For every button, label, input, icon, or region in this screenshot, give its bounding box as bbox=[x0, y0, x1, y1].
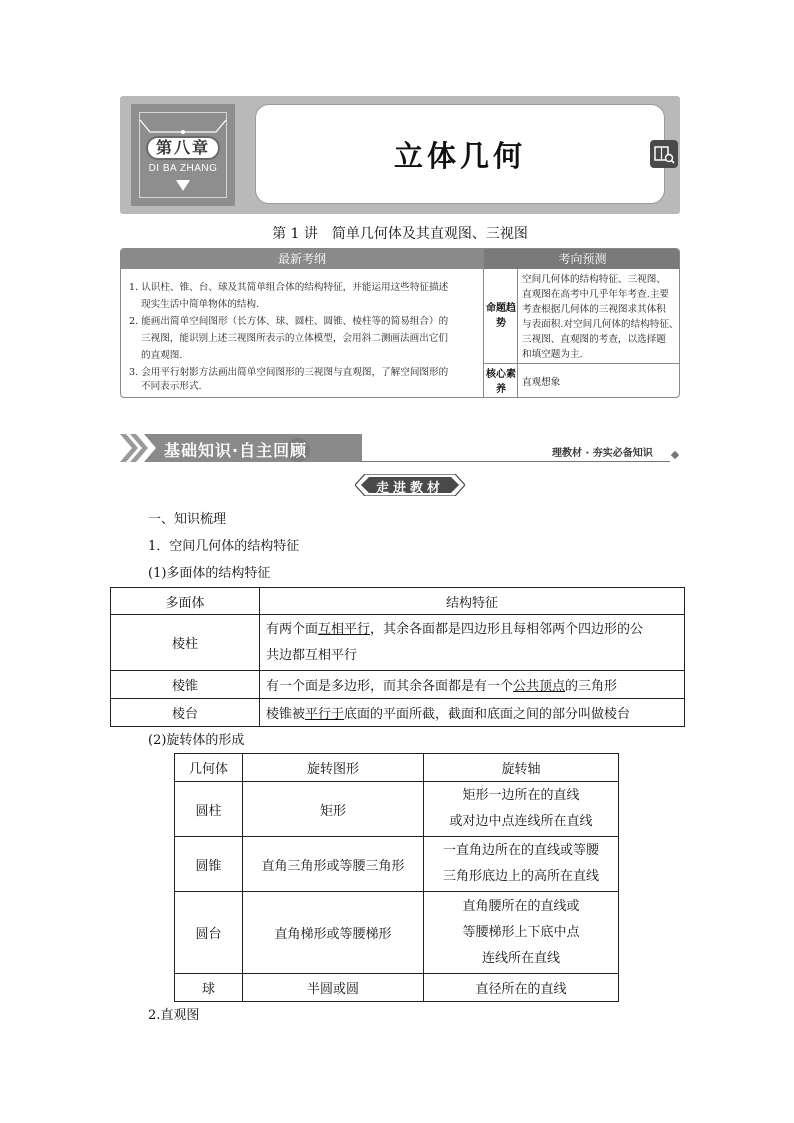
trend-line: 与表面积.对空间几何体的结构特征、 bbox=[522, 319, 679, 330]
chapter-number: 第八章 bbox=[146, 136, 220, 160]
chapter-pinyin: DI BA ZHANG bbox=[148, 163, 218, 174]
solid-name: 球 bbox=[175, 974, 243, 1002]
outline-line: 三视图，能识别上述三视图所表示的立体模型，会用斜二测画法画出它们 bbox=[141, 333, 448, 344]
section-subtitle: 理教材 · 夯实必备知识 bbox=[552, 448, 653, 459]
core-label: 核心素养 bbox=[486, 369, 516, 395]
poly-name: 棱柱 bbox=[111, 615, 260, 671]
book-search-icon[interactable] bbox=[650, 140, 678, 168]
outline-line: 1. 认识柱、锥、台、球及其简单组合体的结构特征，并能运用这些特征描述 bbox=[129, 282, 449, 293]
outline-header: 最新考纲 bbox=[121, 249, 483, 269]
rotating-shape: 直角三角形或等腰三角形 bbox=[243, 837, 424, 892]
heading-intuitive-graph: 2.直观图 bbox=[148, 1008, 200, 1023]
rotation-axis: 一直角边所在的直线或等腰 三角形底边上的高所在直线 bbox=[424, 837, 619, 892]
rotating-shape: 半圆或圆 bbox=[243, 974, 424, 1002]
table-row bbox=[175, 837, 619, 892]
trend-line: 直观图在高考中几乎年年考查.主要 bbox=[522, 289, 669, 300]
heading-rotation: (2)旋转体的形成 bbox=[148, 733, 245, 748]
solid-name: 圆柱 bbox=[175, 782, 243, 837]
trend-line: 三视图、直观图的考查，以选择题 bbox=[522, 334, 666, 345]
heading-polyhedron: (1)多面体的结构特征 bbox=[148, 566, 271, 581]
rotation-axis: 直径所在的直线 bbox=[424, 974, 619, 1002]
diamond-icon bbox=[671, 451, 679, 459]
table-row bbox=[111, 699, 685, 727]
col-header: 旋转轴 bbox=[424, 754, 619, 782]
outline-line: 3. 会用平行射影方法画出简单空间图形的三视图与直观图，了解空间图形的 bbox=[129, 367, 449, 378]
table-row bbox=[175, 782, 619, 837]
lecture-title: 第 1 讲 简单几何体及其直观图、三视图 bbox=[272, 226, 528, 242]
solid-name: 圆台 bbox=[175, 892, 243, 974]
trend-label: 命题趋势 bbox=[486, 303, 516, 329]
outline-line: 现实生活中简单物体的结构. bbox=[141, 299, 260, 310]
rotating-shape: 矩形 bbox=[243, 782, 424, 837]
rotation-table bbox=[174, 753, 619, 1002]
badge-ornament bbox=[138, 118, 228, 138]
col-header: 多面体 bbox=[111, 588, 260, 615]
poly-feature: 有一个面是多边形，而其余各面都是有一个公共顶点的三角形 bbox=[260, 671, 685, 699]
trend-line: 和填空题为主. bbox=[522, 349, 583, 360]
outline-line: 不同表示形式. bbox=[141, 381, 202, 392]
heading-knowledge: 一、知识梳理 bbox=[148, 512, 227, 527]
col-header: 旋转图形 bbox=[243, 754, 424, 782]
trend-line: 考查根据几何体的三视图求其体积 bbox=[522, 304, 666, 315]
solid-name: 圆锥 bbox=[175, 837, 243, 892]
poly-name: 棱锥 bbox=[111, 671, 260, 699]
exam-outline-table bbox=[120, 248, 680, 398]
rotation-axis: 矩形一边所在的直线 或对边中点连线所在直线 bbox=[424, 782, 619, 837]
table-row bbox=[175, 974, 619, 1002]
chapter-title: 立体几何 bbox=[393, 139, 526, 173]
trend-header: 考向预测 bbox=[484, 249, 680, 269]
trend-line: 空间几何体的结构特征、三视图、 bbox=[522, 274, 666, 285]
table-row bbox=[111, 671, 685, 699]
outline-line: 2. 能画出简单空间图形（长方体、球、圆柱、圆锥、棱柱等的简易组合）的 bbox=[129, 316, 449, 327]
col-header: 几何体 bbox=[175, 754, 243, 782]
poly-feature: 棱锥被平行于底面的平面所截，截面和底面之间的部分叫做棱台 bbox=[260, 699, 685, 727]
table-row bbox=[111, 615, 685, 671]
rotating-shape: 直角梯形或等腰梯形 bbox=[243, 892, 424, 974]
outline-line: 的直观图. bbox=[141, 350, 183, 361]
badge-triangle bbox=[176, 180, 190, 191]
poly-feature: 有两个面互相平行，其余各面都是四边形且每相邻两个四边形的公 共边都互相平行 bbox=[260, 615, 685, 671]
core-value: 直观想象 bbox=[522, 377, 561, 388]
poly-name: 棱台 bbox=[111, 699, 260, 727]
table-row bbox=[175, 892, 619, 974]
polyhedron-table bbox=[110, 587, 685, 727]
section-title: 基础知识·自主回顾 bbox=[164, 441, 308, 460]
col-header: 结构特征 bbox=[260, 588, 685, 615]
rotation-axis: 直角腰所在的直线或 等腰梯形上下底中点 连线所在直线 bbox=[424, 892, 619, 974]
heading-structure: 1．空间几何体的结构特征 bbox=[148, 539, 300, 554]
section-rule bbox=[360, 461, 670, 462]
tag-label: 走进教材 bbox=[375, 481, 444, 496]
